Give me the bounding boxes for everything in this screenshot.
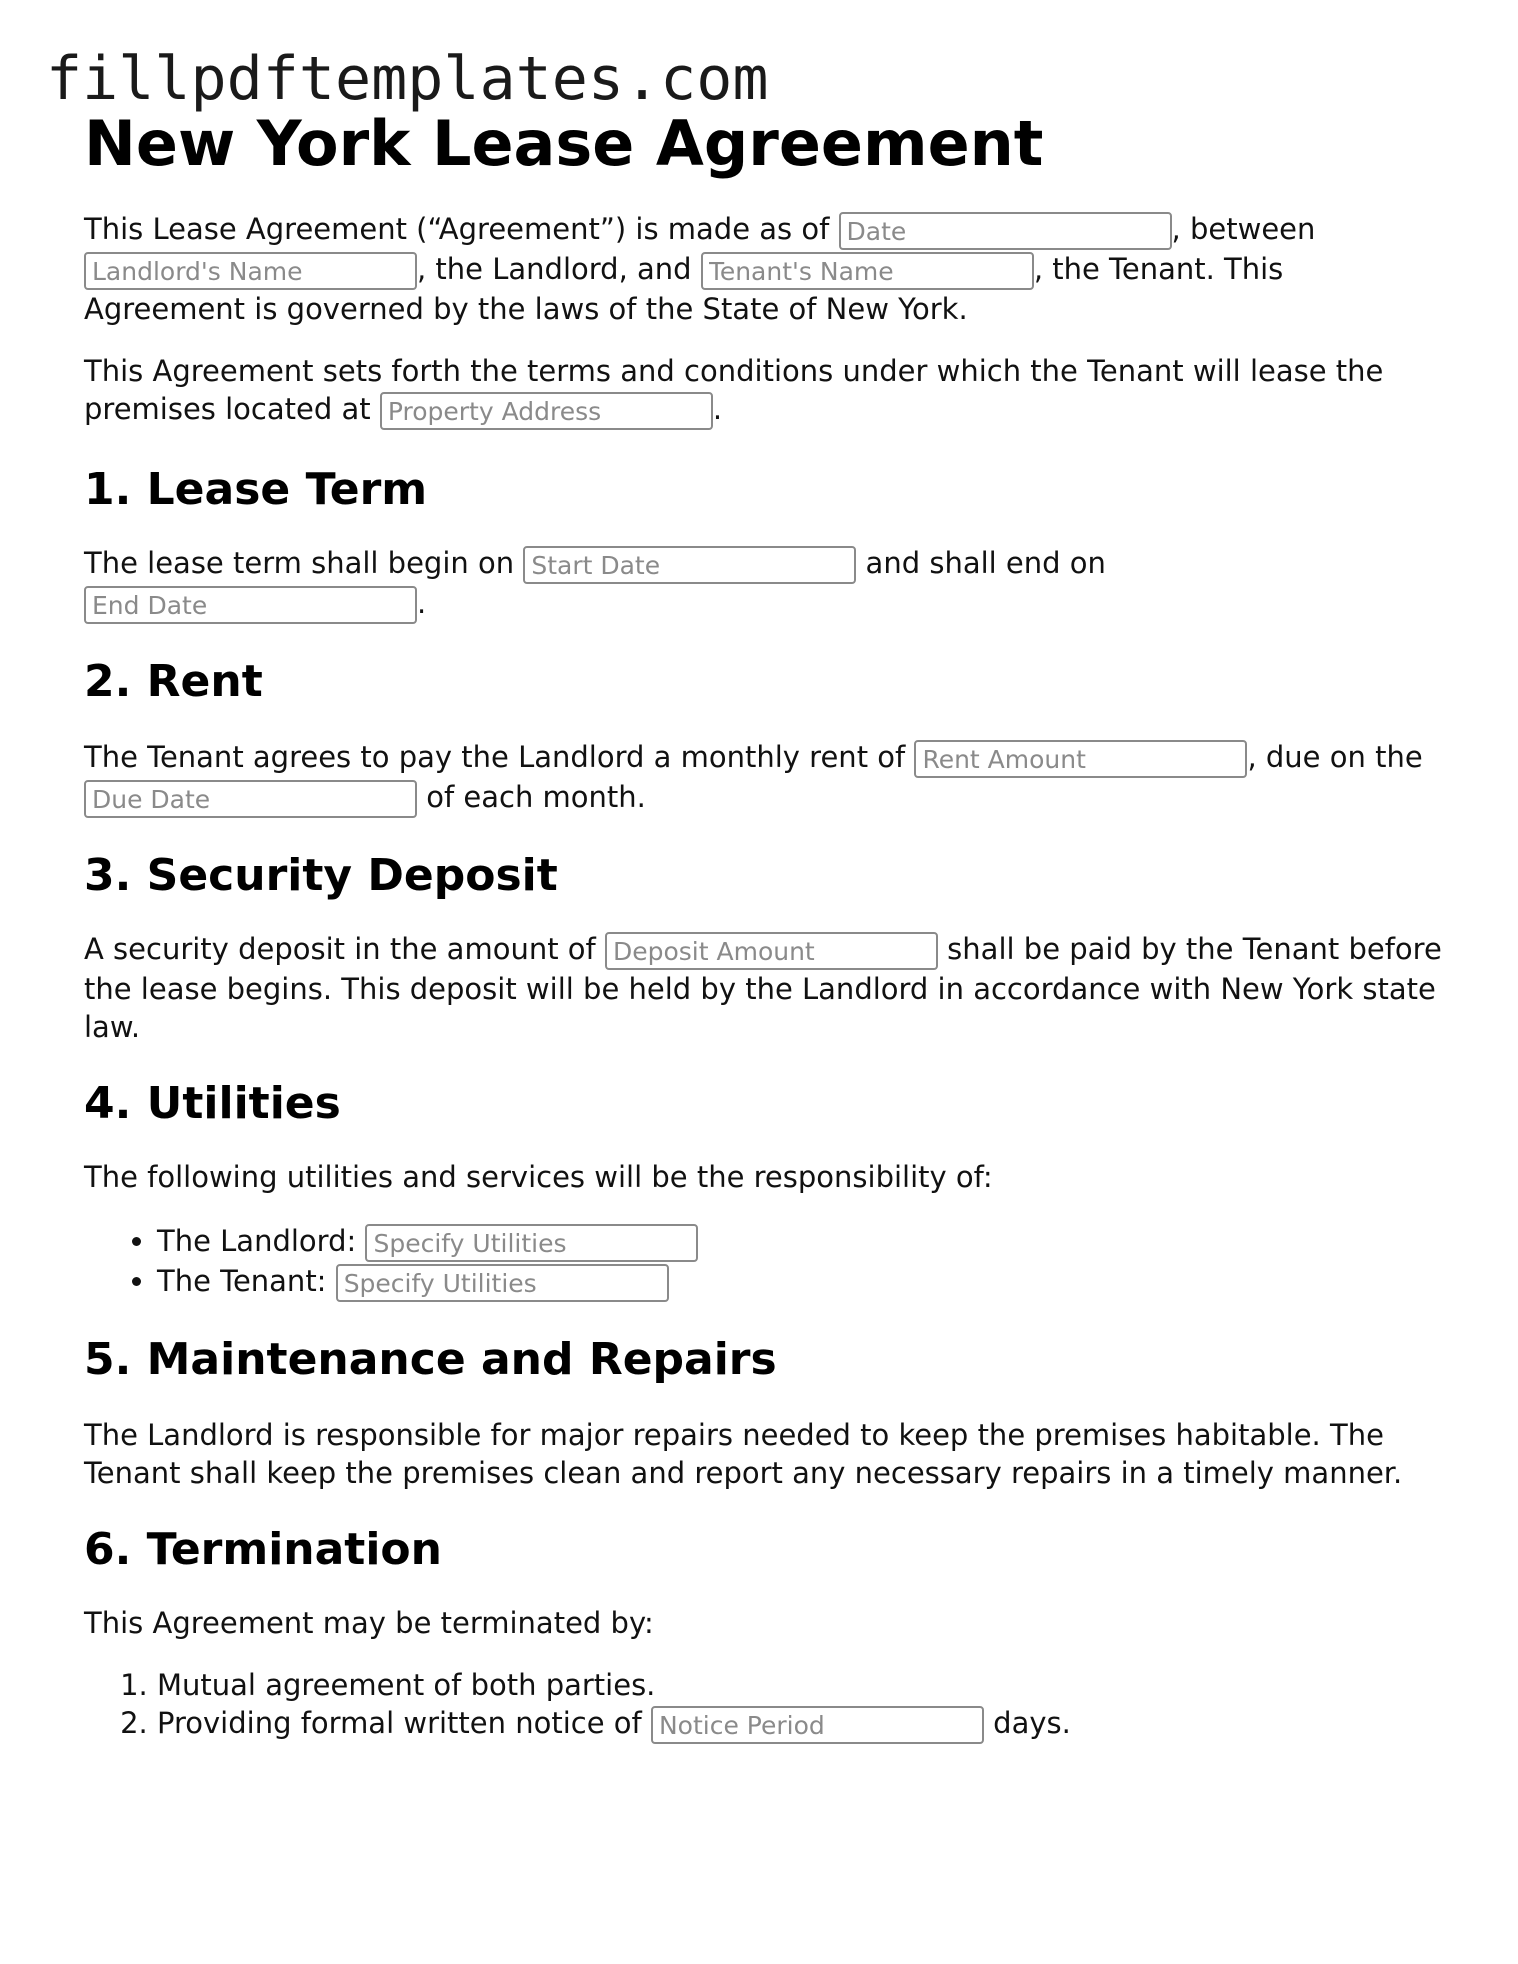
- deposit-text-b: shall be paid by the Tenant before the lease begins. This deposit will be held by the Landlord in accordance with New York state law.: [84, 932, 1442, 1044]
- premises-text-a: This Agreement sets forth the terms and conditions under which the Tenant will lease the premises located at: [84, 354, 1384, 426]
- maintenance-paragraph: The Landlord is responsible for major repairs needed to keep the premises habitable. The Tenant shall keep the premises clean and report any necessary repairs in a timely manner.: [84, 1418, 1403, 1490]
- maintenance-heading: 5. Maintenance and Repairs: [84, 1334, 777, 1385]
- lease-term-text-a: The lease term shall begin on: [84, 546, 524, 580]
- due-date-field[interactable]: [84, 780, 417, 818]
- tenant-utilities-label: The Tenant:: [157, 1264, 336, 1298]
- intro-text-c: , the Landlord, and: [417, 252, 701, 286]
- lease-term-text-c: .: [417, 586, 427, 620]
- termination-item2-text-b: days.: [983, 1706, 1071, 1740]
- utilities-landlord-item: [157, 1222, 1444, 1262]
- premises-text-b: .: [712, 392, 723, 426]
- termination-item-mutual: [157, 1666, 1444, 1704]
- utilities-list: [84, 1222, 1444, 1302]
- rent-text-c: of each month.: [417, 780, 646, 814]
- termination-item1-text: Mutual agreement of both parties.: [157, 1668, 656, 1702]
- tenant-name-field[interactable]: [701, 252, 1034, 290]
- landlord-utilities-field[interactable]: [365, 1224, 698, 1262]
- page-title: New York Lease Agreement: [84, 107, 1044, 180]
- utilities-heading: 4. Utilities: [84, 1078, 341, 1129]
- rent-heading: 2. Rent: [84, 656, 263, 707]
- termination-list: [84, 1666, 1444, 1744]
- utilities-tenant-item: [157, 1262, 1444, 1302]
- termination-item2-text-a: Providing formal written notice of: [157, 1706, 651, 1740]
- termination-paragraph: This Agreement may be terminated by:: [84, 1606, 654, 1640]
- premises-paragraph: [84, 352, 1444, 430]
- date-field[interactable]: [839, 212, 1172, 250]
- landlord-name-field[interactable]: [84, 252, 417, 290]
- rent-paragraph: [84, 738, 1444, 818]
- property-address-field[interactable]: [380, 392, 713, 430]
- lease-term-text-b: and shall end on: [856, 546, 1106, 580]
- security-deposit-heading: 3. Security Deposit: [84, 850, 558, 901]
- end-date-field[interactable]: [84, 586, 417, 624]
- rent-text-b: , due on the: [1247, 740, 1423, 774]
- utilities-paragraph: The following utilities and services will be the responsibility of:: [84, 1160, 993, 1194]
- intro-paragraph: [84, 210, 1444, 328]
- rent-text-a: The Tenant agrees to pay the Landlord a monthly rent of: [84, 740, 915, 774]
- security-deposit-paragraph: [84, 930, 1444, 1046]
- lease-term-heading: 1. Lease Term: [84, 464, 428, 515]
- termination-item-notice: [157, 1704, 1444, 1744]
- notice-period-field[interactable]: [651, 1706, 984, 1744]
- intro-text-b: , between: [1171, 212, 1316, 246]
- watermark: fillpdftemplates.com: [46, 44, 769, 114]
- lease-term-paragraph: [84, 544, 1444, 624]
- intro-text-d: , the Tenant. This Agreement is governed by the laws of the State of New York.: [84, 252, 1284, 326]
- tenant-utilities-field[interactable]: [336, 1264, 669, 1302]
- landlord-utilities-label: The Landlord:: [157, 1224, 366, 1258]
- termination-heading: 6. Termination: [84, 1524, 442, 1575]
- deposit-amount-field[interactable]: [605, 932, 938, 970]
- intro-text-a: This Lease Agreement (“Agreement”) is made as of: [84, 212, 839, 246]
- deposit-text-a: A security deposit in the amount of: [84, 932, 605, 966]
- rent-amount-field[interactable]: [914, 740, 1247, 778]
- document-body: [84, 104, 1444, 1744]
- start-date-field[interactable]: [523, 546, 856, 584]
